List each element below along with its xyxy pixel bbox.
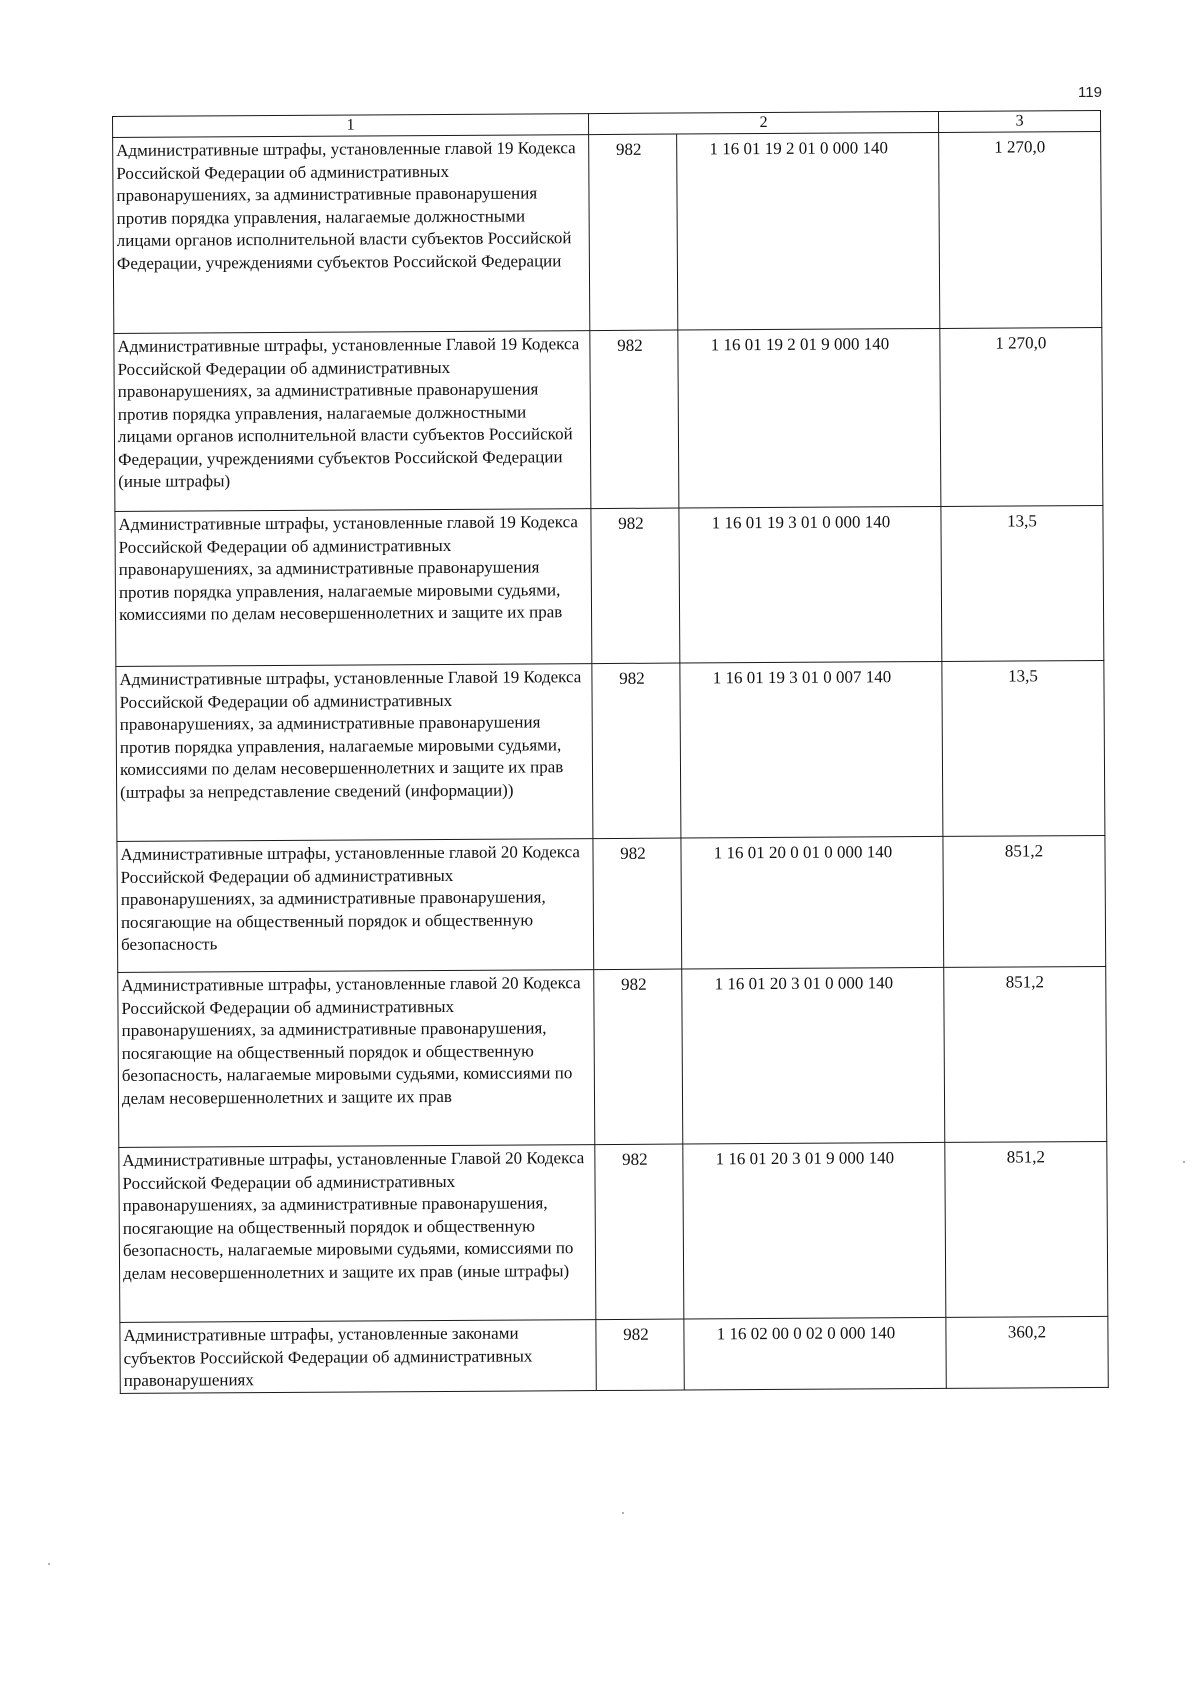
row-amount: 360,2 [946,1316,1108,1387]
row-admin-code: 982 [595,1144,684,1320]
row-budget-code: 1 16 01 19 3 01 0 000 140 [679,506,942,663]
row-amount: 851,2 [944,966,1107,1142]
row-name: Административные штрафы, установленные главой 20 Кодекса Российской Федерации об административных правонарушениях, за административные правонарушения, посягающие на общественный порядок и общественную безопасность, налагаемые мировыми судьями, комиссиями по делам несовершеннолетних и защите их прав [118,970,595,1148]
row-budget-code: 1 16 02 00 0 02 0 000 140 [684,1317,946,1389]
row-name: Административные штрафы, установленные Главой 19 Кодекса Российской Федерации об административных правонарушениях, за административные правонарушения против порядка управления, налагаемые должностными лицами органов исполнительной власти субъектов Российской Федерации, учреждениями субъектов Российской Федерации (иные штрафы) [114,331,591,512]
column-header-1: 1 [113,114,589,138]
table-row [115,505,1104,666]
scan-speck [622,1512,624,1514]
row-amount: 851,2 [945,1141,1108,1317]
row-admin-code: 982 [594,969,683,1145]
table-row [120,1316,1108,1393]
row-budget-code: 1 16 01 20 3 01 9 000 140 [683,1142,946,1319]
row-name: Административные штрафы, установленные законами субъектов Российской Федерации об административных правонарушениях [120,1320,596,1393]
table-row [117,835,1106,972]
row-admin-code: 982 [592,663,681,839]
table-row [114,327,1103,511]
row-amount: 851,2 [943,835,1106,967]
column-header-2: 2 [588,111,938,134]
table-row [116,660,1105,841]
row-admin-code: 982 [590,330,679,509]
page-number: 119 [1078,84,1102,101]
row-admin-code: 982 [591,508,680,664]
scan-speck [48,1563,50,1565]
row-amount: 13,5 [942,660,1105,836]
scan-speck [1183,1161,1185,1163]
row-name: Административные штрафы, установленные Главой 20 Кодекса Российской Федерации об административных правонарушениях, за административные правонарушения, посягающие на общественный порядок и общественную безопасность, налагаемые мировыми судьями, комиссиями по делам несовершеннолетних и защите их прав (иные штрафы) [119,1145,596,1323]
row-name: Административные штрафы, установленные главой 20 Кодекса Российской Федерации об административных правонарушениях, за административные правонарушения, посягающие на общественный порядок и общественную безопасность [117,839,594,973]
table-row [119,1141,1108,1322]
row-name: Административные штрафы, установленные главой 19 Кодекса Российской Федерации об административных правонарушениях, за административные правонарушения против порядка управления, налагаемые мировыми судьями, комиссиями по делам несовершеннолетних и защите их прав [115,509,592,667]
row-name: Административные штрафы, установленные главой 19 Кодекса Российской Федерации об административных правонарушениях, за административные правонарушения против порядка управления, налагаемые должностными лицами органов исполнительной власти субъектов Российской Федерации, учреждениями субъектов Российской Федерации [113,135,590,334]
row-name: Административные штрафы, установленные Главой 19 Кодекса Российской Федерации об административных правонарушениях, за административные правонарушения против порядка управления, налагаемые мировыми судьями, комиссиями по делам несовершеннолетних и защите их прав (штрафы за непредставление сведений (информации)) [116,664,593,842]
row-admin-code: 982 [596,1319,684,1390]
column-header-3: 3 [938,110,1100,132]
row-amount: 1 270,0 [939,131,1102,328]
row-admin-code: 982 [589,134,678,331]
table-row [118,966,1107,1147]
row-amount: 13,5 [941,505,1104,661]
revenue-table [112,110,1109,1394]
row-budget-code: 1 16 01 19 3 01 0 007 140 [680,661,943,838]
row-budget-code: 1 16 01 20 3 01 0 000 140 [682,967,945,1144]
row-admin-code: 982 [593,838,682,970]
row-amount: 1 270,0 [940,327,1103,506]
row-budget-code: 1 16 01 20 0 01 0 000 140 [681,836,944,969]
row-budget-code: 1 16 01 19 2 01 0 000 140 [677,132,940,330]
table-row [113,131,1102,333]
row-budget-code: 1 16 01 19 2 01 9 000 140 [678,328,941,508]
